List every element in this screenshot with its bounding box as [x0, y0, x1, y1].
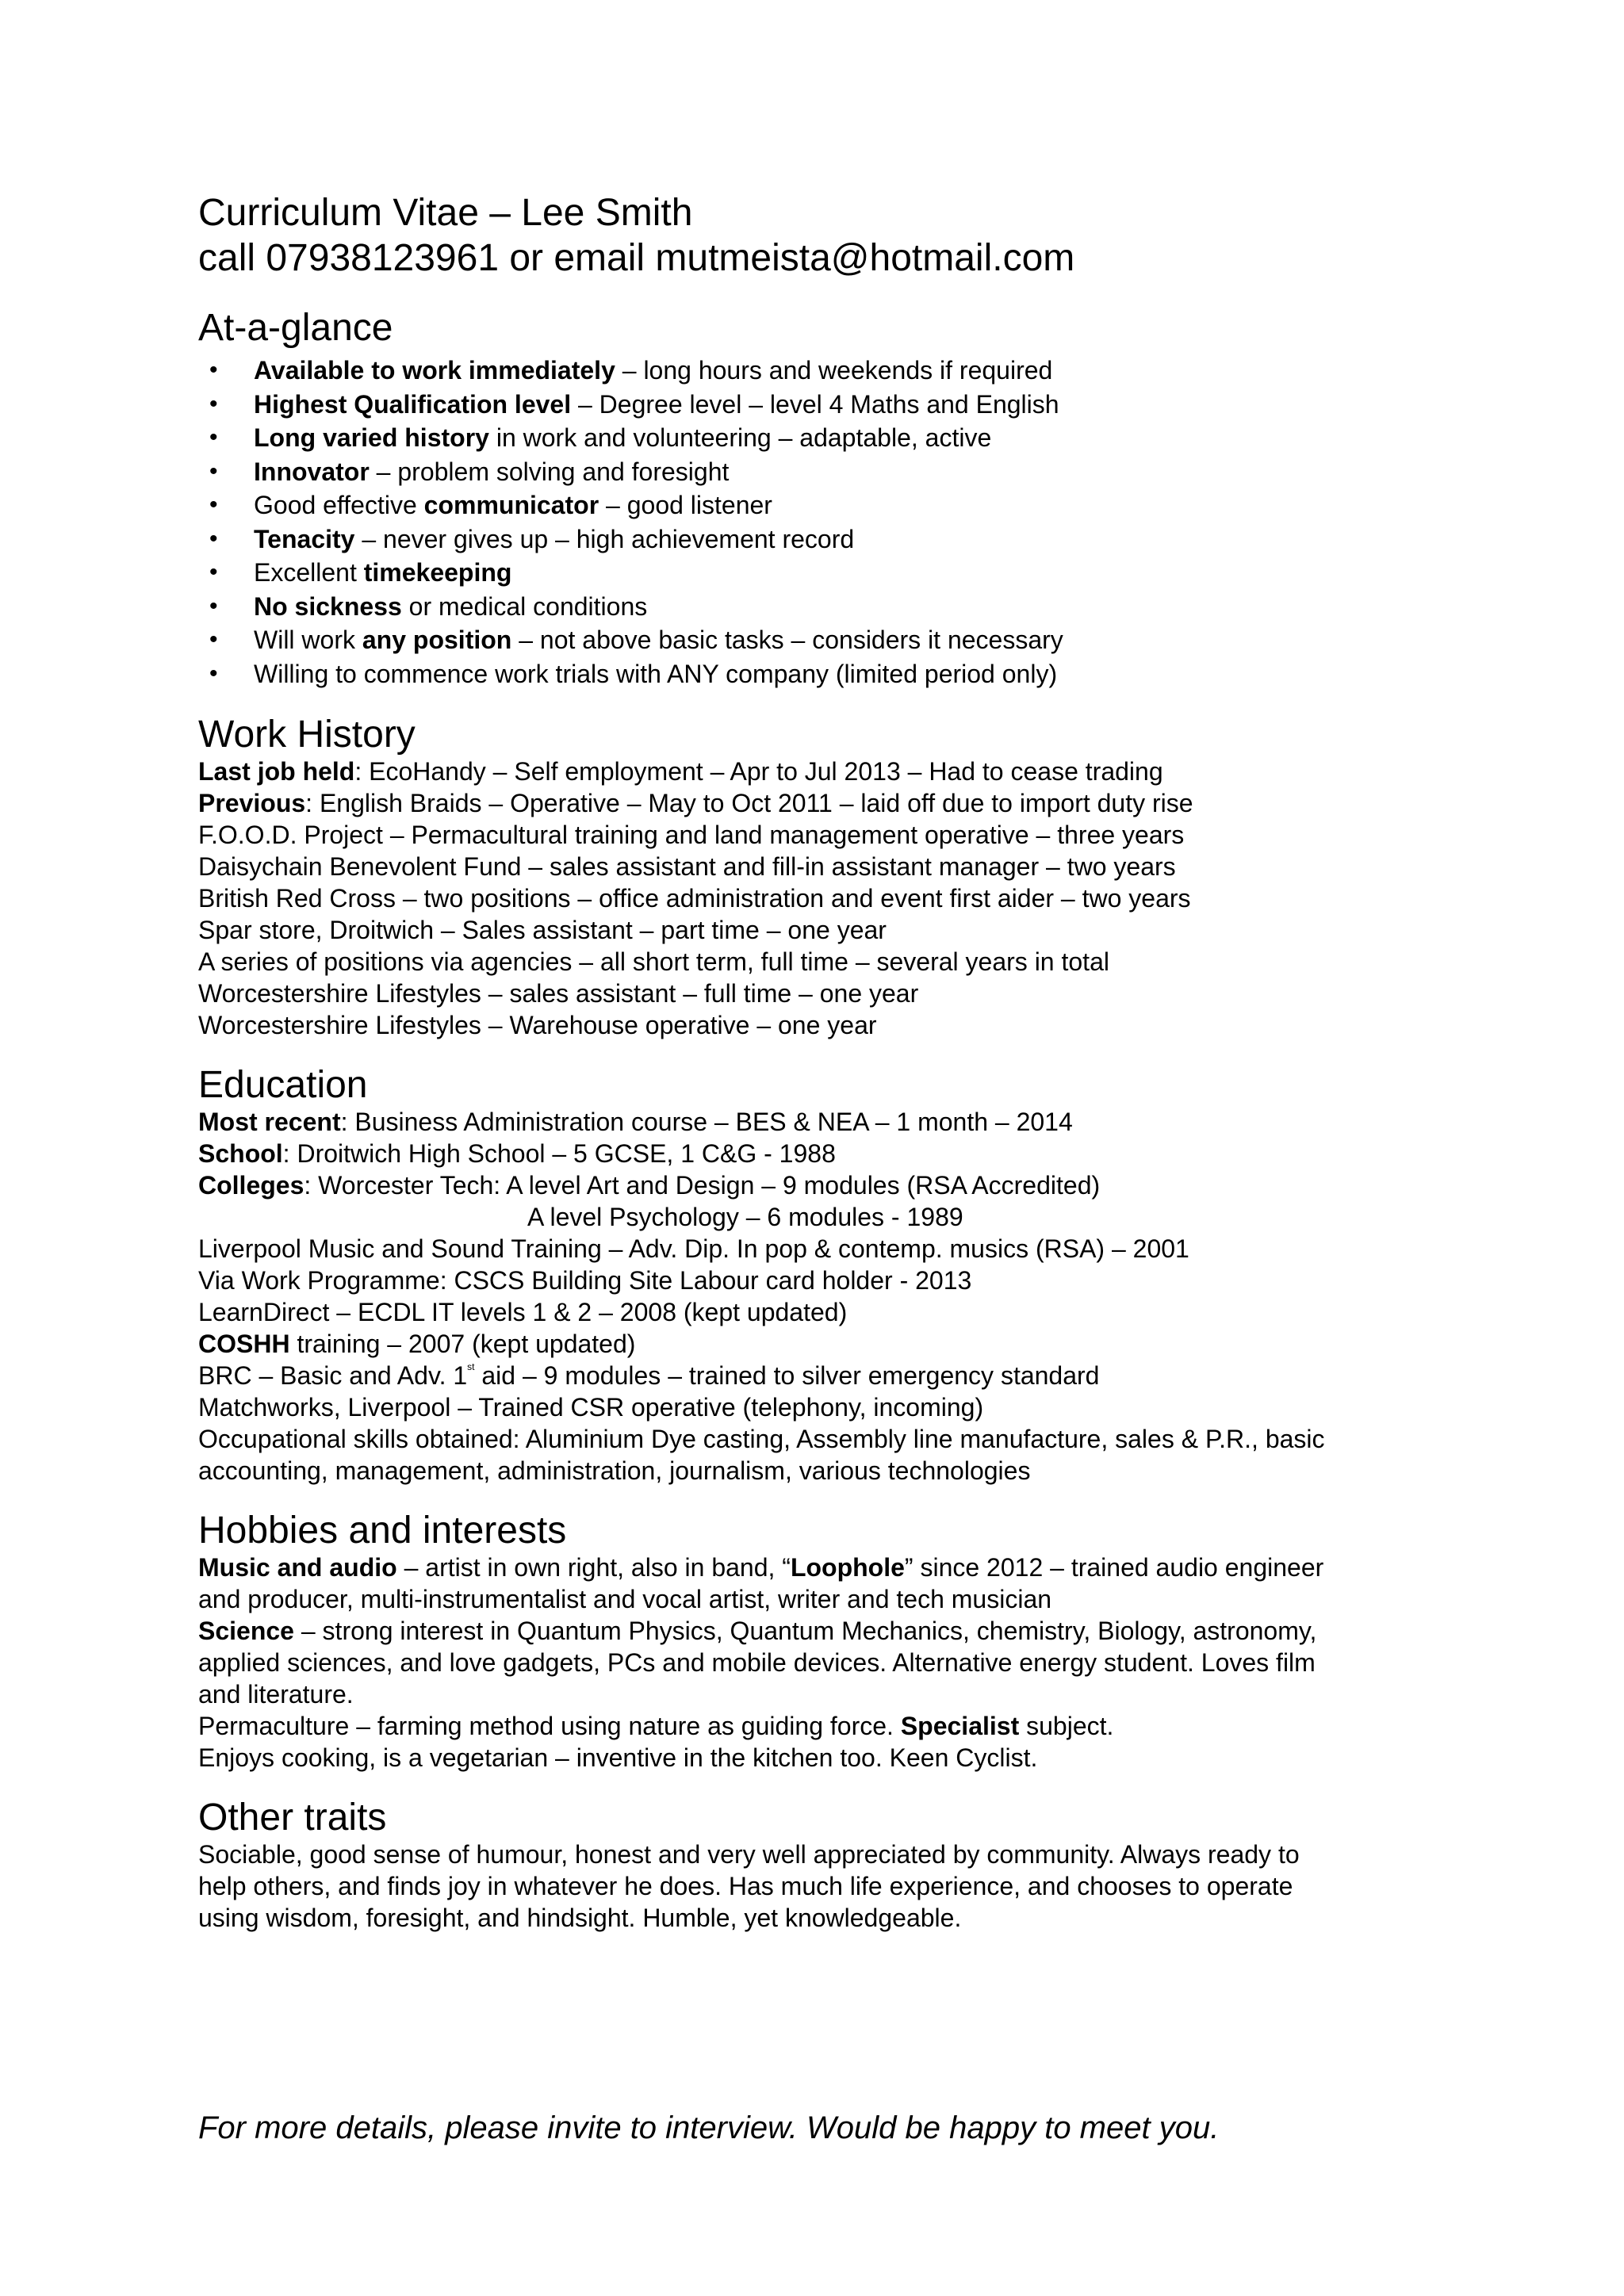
work-history-item: Worcestershire Lifestyles – Warehouse operative – one year: [198, 1011, 877, 1039]
bullet-icon: •: [209, 357, 218, 383]
hobby-science-continued: applied sciences, and love gadgets, PCs and mobile devices. Alternative energy student. Loves film: [198, 1648, 1316, 1677]
contact-line: call 07938123961 or email mutmeista@hotmail.com: [198, 237, 1075, 279]
closing-statement: For more details, please invite to interview. Would be happy to meet you.: [198, 2110, 1220, 2145]
bullet-icon: •: [209, 457, 218, 484]
list-item: • Excellent timekeeping: [198, 556, 1435, 590]
work-history-heading: Work History: [198, 714, 416, 756]
document-title: Curriculum Vitae – Lee Smith: [198, 192, 693, 234]
other-traits-heading: Other traits: [198, 1797, 387, 1839]
previous-job-line: Previous: English Braids – Operative – May to Oct 2011 – laid off due to import duty rise: [198, 789, 1193, 817]
education-item: Liverpool Music and Sound Training – Adv. Dip. In pop & contemp. musics (RSA) – 2001: [198, 1234, 1189, 1263]
education-colleges: Colleges: Worcester Tech: A level Art and Design – 9 modules (RSA Accredited): [198, 1171, 1101, 1200]
education-item: Matchworks, Liverpool – Trained CSR operative (telephony, incoming): [198, 1393, 984, 1422]
hobby-music: Music and audio – artist in own right, also in band, “Loophole” since 2012 – trained audio engineer: [198, 1553, 1324, 1582]
list-item: • Available to work immediately – long hours and weekends if required: [198, 354, 1435, 388]
list-item: • Tenacity – never gives up – high achievement record: [198, 522, 1435, 557]
list-item: • Highest Qualification level – Degree level – level 4 Maths and English: [198, 388, 1435, 422]
education-occupational-continued: accounting, management, administration, journalism, various technologies: [198, 1456, 1031, 1485]
list-item: • No sickness or medical conditions: [198, 590, 1435, 624]
work-history-item: A series of positions via agencies – all short term, full time – several years in total: [198, 947, 1109, 976]
bullet-icon: •: [209, 660, 218, 687]
other-traits-text: help others, and finds joy in whatever he does. Has much life experience, and chooses to operate: [198, 1872, 1293, 1900]
work-history-item: F.O.O.D. Project – Permacultural training and land management operative – three years: [198, 821, 1185, 849]
hobby-science: Science – strong interest in Quantum Physics, Quantum Mechanics, chemistry, Biology, astronomy,: [198, 1617, 1317, 1645]
bullet-icon: •: [209, 492, 218, 518]
bullet-icon: •: [209, 424, 218, 450]
education-most-recent: Most recent: Business Administration course – BES & NEA – 1 month – 2014: [198, 1108, 1073, 1136]
list-item: • Willing to commence work trials with ANY company (limited period only): [198, 657, 1435, 691]
list-item: • Will work any position – not above basic tasks – considers it necessary: [198, 623, 1435, 657]
education-colleges-continued: A level Psychology – 6 modules - 1989: [527, 1203, 963, 1231]
bullet-icon: •: [209, 559, 218, 585]
last-job-line: Last job held: EcoHandy – Self employment – Apr to Jul 2013 – Had to cease trading: [198, 757, 1163, 786]
work-history-item: Spar store, Droitwich – Sales assistant – part time – one year: [198, 916, 887, 944]
education-heading: Education: [198, 1064, 368, 1106]
education-brc: BRC – Basic and Adv. 1st aid – 9 modules – trained to silver emergency standard: [198, 1361, 1100, 1390]
list-item: • Good effective communicator – good listener: [198, 488, 1435, 522]
at-a-glance-list: [198, 354, 1435, 691]
cv-document: [198, 190, 1435, 1934]
work-history-item: Worcestershire Lifestyles – sales assistant – full time – one year: [198, 979, 919, 1008]
education-coshh: COSHH training – 2007 (kept updated): [198, 1330, 636, 1358]
hobby-permaculture: Permaculture – farming method using nature as guiding force. Specialist subject.: [198, 1712, 1114, 1740]
education-occupational: Occupational skills obtained: Aluminium Dye casting, Assembly line manufacture, sales & P.R., basic: [198, 1425, 1325, 1453]
list-item: • Innovator – problem solving and foresight: [198, 455, 1435, 489]
bullet-icon: •: [209, 592, 218, 619]
bullet-icon: •: [209, 390, 218, 417]
bullet-icon: •: [209, 626, 218, 652]
hobby-music-continued: and producer, multi-instrumentalist and vocal artist, writer and tech musician: [198, 1585, 1052, 1613]
education-item: Via Work Programme: CSCS Building Site Labour card holder - 2013: [198, 1266, 972, 1295]
education-item: LearnDirect – ECDL IT levels 1 & 2 – 2008 (kept updated): [198, 1298, 848, 1326]
education-school: School: Droitwich High School – 5 GCSE, 1 C&G - 1988: [198, 1139, 836, 1168]
hobbies-heading: Hobbies and interests: [198, 1510, 567, 1552]
bullet-icon: •: [209, 525, 218, 552]
work-history-item: Daisychain Benevolent Fund – sales assistant and fill-in assistant manager – two years: [198, 852, 1176, 881]
hobby-cooking: Enjoys cooking, is a vegetarian – inventive in the kitchen too. Keen Cyclist.: [198, 1743, 1038, 1772]
work-history-item: British Red Cross – two positions – office administration and event first aider – two years: [198, 884, 1191, 913]
other-traits-text: using wisdom, foresight, and hindsight. Humble, yet knowledgeable.: [198, 1904, 962, 1932]
at-a-glance-heading: At-a-glance: [198, 307, 393, 349]
hobby-science-continued: and literature.: [198, 1680, 354, 1709]
list-item: • Long varied history in work and volunteering – adaptable, active: [198, 421, 1435, 455]
other-traits-text: Sociable, good sense of humour, honest and very well appreciated by community. Always ready to: [198, 1840, 1300, 1869]
